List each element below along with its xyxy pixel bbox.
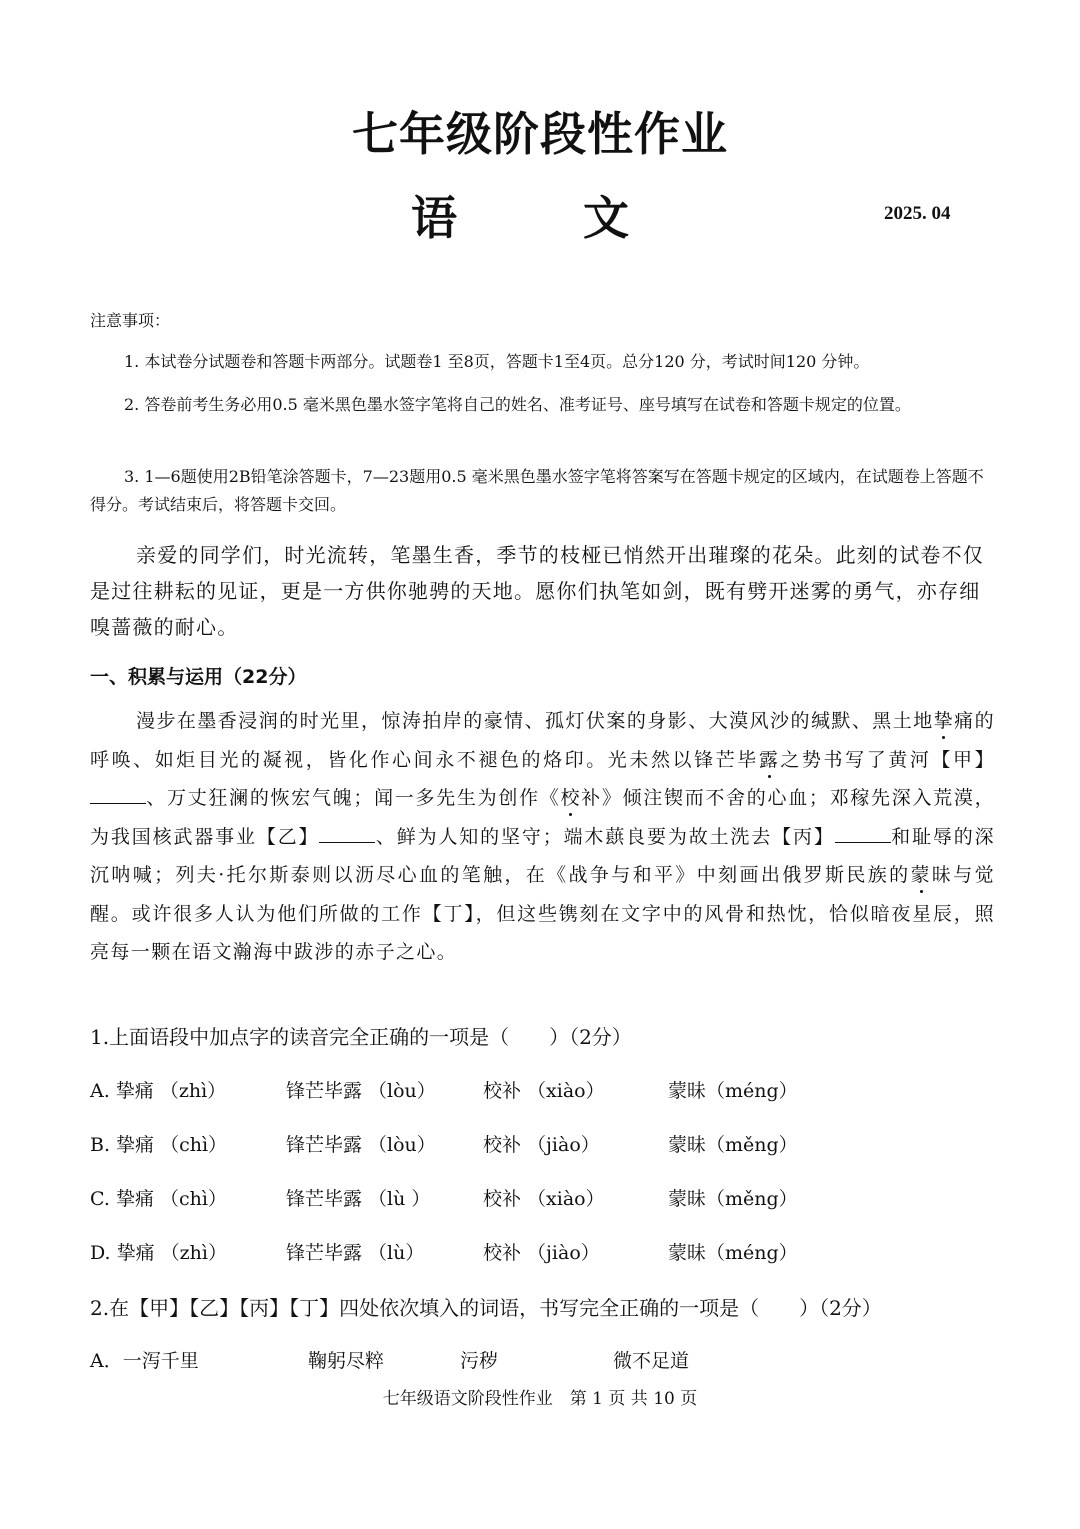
- option-part: 蒙昧（měng）: [668, 1188, 798, 1210]
- exam-title: 七年级阶段性作业: [352, 107, 728, 161]
- option-part: 校补 （jiào）: [483, 1134, 600, 1156]
- option-part: 锋芒毕露 （lù ）: [286, 1188, 431, 1210]
- blank-yi: [319, 824, 375, 843]
- q1-option-c[interactable]: [90, 1184, 995, 1214]
- page-footer: 七年级语文阶段性作业 第 1 页 共 10 页: [382, 1389, 698, 1409]
- option-part: 蒙昧（méng）: [668, 1242, 798, 1264]
- notice-heading: 注意事项：: [90, 311, 171, 330]
- passage-text: 和耻辱的深沉呐喊；列夫·托尔斯泰则以沥尽心血的笔触，在《战争与和平》中刻画出俄罗斯民族的: [90, 825, 995, 886]
- option-part: 蒙昧（měng）: [668, 1134, 798, 1156]
- option-part: 校补 （xiào）: [483, 1188, 605, 1210]
- passage-text: 漫步在墨香浸润的时光里，惊涛拍岸的豪情、孤灯伏案的身影、大漠风沙的缄默、黑土地: [136, 710, 934, 732]
- passage-text: 之势书写了黄河【甲】: [780, 748, 995, 771]
- option-part: A．一泻千里: [90, 1350, 199, 1372]
- option-part: 污秽: [460, 1350, 499, 1372]
- notice-item: 2. 答卷前考生务必用0.5 毫米黑色墨水签字笔将自己的姓名、准考证号、座号填写在试卷和答题卡规定的位置。: [124, 395, 911, 414]
- option-part: 锋芒毕露 （lù）: [286, 1242, 425, 1264]
- blank-jia: [90, 785, 146, 804]
- dotted-char: 挚: [933, 710, 955, 732]
- blank-bing: [835, 824, 891, 843]
- question-2-stem: 2.在【甲】【乙】【丙】【丁】四处依次填入的词语，书写完全正确的一项是（ ）（2分）: [90, 1296, 882, 1320]
- q1-option-d[interactable]: [90, 1238, 995, 1268]
- q2-option-a[interactable]: [90, 1346, 995, 1376]
- option-part: A. 挚痛 （zhì）: [90, 1080, 227, 1102]
- option-part: B. 挚痛 （chì）: [90, 1134, 228, 1156]
- passage-text: 、万丈狂澜的恢宏气魄；闻一多先生为创作《: [146, 787, 561, 809]
- section-heading: 一、积累与运用（22分）: [90, 666, 307, 688]
- subject-title: 语 文: [411, 191, 669, 245]
- q1-option-a[interactable]: [90, 1076, 995, 1106]
- dotted-char: 蒙: [910, 864, 932, 886]
- option-part: C. 挚痛 （chì）: [90, 1188, 227, 1210]
- notice-item: 1. 本试卷分试题卷和答题卡两部分。试题卷1 至8页，答题卡1至4页。总分120 分，考试时间120 分钟。: [124, 352, 870, 371]
- option-part: 锋芒毕露 （lòu）: [286, 1134, 436, 1156]
- option-part: 微不足道: [613, 1350, 690, 1372]
- reading-passage: [90, 702, 995, 972]
- passage-text: 、鲜为人知的坚守；端木蕻良要为故土洗去【丙】: [375, 825, 835, 848]
- q1-option-b[interactable]: [90, 1130, 995, 1160]
- notice-item: 3. 1—6题使用2B铅笔涂答题卡，7—23题用0.5 毫米黑色墨水签字笔将答案写在答题卡规定的区域内，在试题卷上答题不得分。考试结束后，将答题卡交回。: [90, 467, 984, 514]
- passage-text: 补》倾注锲而不舍的心血；邓稼先深入荒漠，为我国核武器事业【乙】: [90, 787, 995, 848]
- option-part: 蒙昧（méng）: [668, 1080, 798, 1102]
- question-1-stem: 1.上面语段中加点字的读音完全正确的一项是（ ）（2分）: [90, 1025, 632, 1049]
- dotted-char: 露: [758, 748, 781, 771]
- dotted-char: 校: [560, 787, 582, 809]
- passage-text: 痛的呼唤、如炬目光的凝视，皆化作心间永不褪色的烙印。光未然以锋芒毕: [90, 710, 995, 771]
- option-part: 鞠躬尽粹: [308, 1350, 385, 1372]
- option-part: 锋芒毕露 （lòu）: [286, 1080, 436, 1102]
- passage-text: 昧与觉醒。或许很多人认为他们所做的工作【丁】，但这些镌刻在文字中的风骨和热忱，恰似暗夜星辰，照亮每一颗在语文瀚海中跋涉的赤子之心。: [90, 864, 995, 963]
- option-part: D. 挚痛 （zhì）: [90, 1242, 227, 1264]
- option-part: 校补 （jiào）: [483, 1242, 600, 1264]
- option-part: 校补 （xiào）: [483, 1080, 605, 1102]
- intro-paragraph: 亲爱的同学们，时光流转，笔墨生香，季节的枝桠已悄然开出璀璨的花朵。此刻的试卷不仅是过往耕耘的见证，更是一方供你驰骋的天地。愿你们执笔如剑，既有劈开迷雾的勇气，亦存细嗅蔷薇的耐心。: [90, 543, 984, 639]
- exam-date: 2025. 04: [884, 203, 951, 224]
